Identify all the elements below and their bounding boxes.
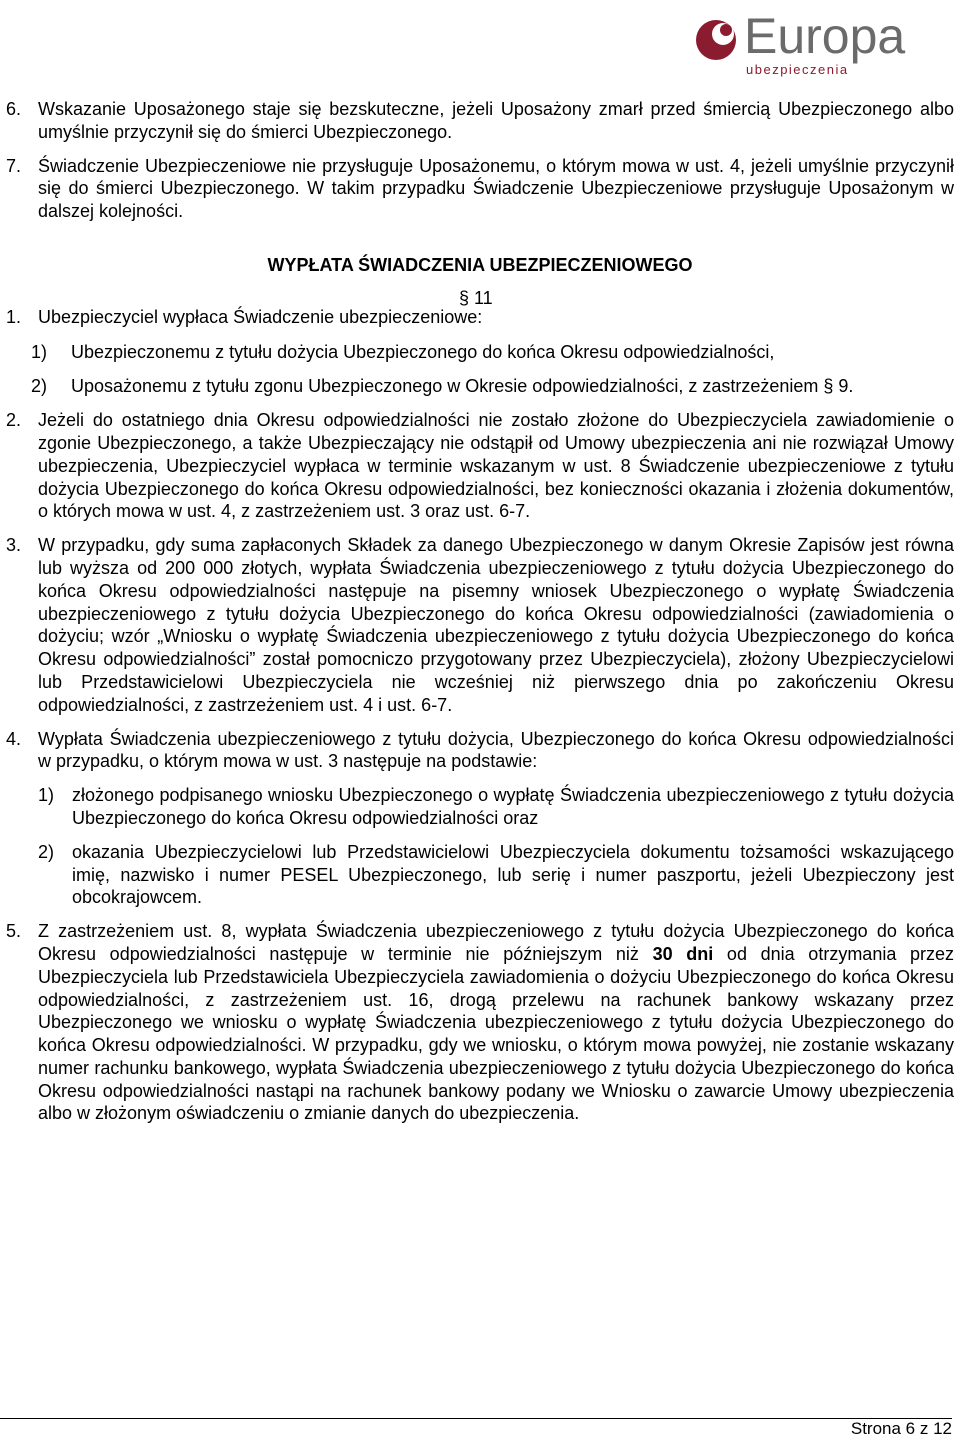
subitem-number: 2)	[38, 841, 55, 862]
logo-mark-icon	[690, 10, 746, 66]
paragraph-number: 1.	[6, 306, 22, 327]
paragraph-bold-term: 30 dni	[652, 943, 714, 964]
paragraph-5	[0, 920, 960, 1125]
document-body	[0, 98, 960, 1125]
subitem-1-2	[0, 375, 960, 398]
paragraph-number: 2.	[6, 410, 22, 431]
paragraph-text: Wskazanie Uposażonego staje się bezskuteczne, jeżeli Uposażony zmarł przed śmiercią Ubezpieczonego albo umyślnie przyczynił się do śmierci Ubezpieczonego.	[38, 99, 954, 142]
paragraph-text: Ubezpieczyciel wypłaca Świadczenie ubezpieczeniowe:	[38, 306, 483, 327]
section-title: WYPŁATA ŚWIADCZENIA UBEZPIECZENIOWEGO	[267, 254, 693, 275]
logo-wordmark: Europa	[744, 8, 906, 64]
paragraph-number: 7.	[6, 155, 22, 176]
paragraph-6	[0, 98, 960, 144]
subitem-number: 1)	[38, 785, 55, 806]
paragraph-number: 6.	[6, 99, 22, 119]
logo-subtitle: ubezpieczenia	[746, 62, 849, 77]
company-logo	[690, 10, 952, 76]
subitem-text: Uposażonemu z tytułu zgonu Ubezpieczonego w Okresie odpowiedzialności, z zastrzeżeniem § 9.	[71, 376, 854, 397]
subitem-text: złożonego podpisanego wniosku Ubezpieczonego o wypłatę Świadczenia ubezpieczeniowego z tytułu dożycia Ubezpieczonego do końca Okresu odpowiedzialności oraz	[72, 785, 954, 828]
paragraph-7	[0, 155, 960, 223]
subitem-1-1	[0, 341, 960, 364]
page-footer	[0, 1418, 952, 1436]
paragraph-text-b: od dnia otrzymania przez Ubezpieczyciela lub Przedstawiciela Ubezpieczyciela zawiadomienia o dożyciu Ubezpieczonego do końca Okresu odpowiedzialności, z zastrzeżeniem ust. 16, drogą przelewu na rachunek bankowy wskazany przez Ubezpieczonego we wniosku o wypłatę Świadczenia ubezpieczeniowego z tytułu dożycia Ubezpieczonego do końca Okresu odpowiedzialności. W przypadku, gdy we wniosku, o którym mowa powyżej, nie zostanie wskazany numer rachunku bankowego, wypłata Świadczenia ubezpieczeniowego z tytułu dożycia Ubezpieczonego do końca Okresu odpowiedzialności nastąpi na rachunek bankowy podany we Wniosku o zawarcie Umowy ubezpieczenia albo w złożonym oświadczeniu o zmianie danych do ubezpieczenia.	[38, 943, 955, 1124]
subitem-4-1	[0, 784, 960, 830]
paragraph-number: 3.	[6, 535, 22, 556]
paragraph-2	[0, 409, 960, 523]
paragraph-3	[0, 534, 960, 716]
paragraph-text: Świadczenie Ubezpieczeniowe nie przysługuje Uposażonemu, o którym mowa w ust. 4, jeżeli umyślnie przyczynił się do śmierci Ubezpieczonego. W takim przypadku Świadczenie Ubezpieczeniowe przysługuje Uposażonym w dalszej kolejności.	[38, 155, 954, 222]
subitem-text: Ubezpieczonemu z tytułu dożycia Ubezpieczonego do końca Okresu odpowiedzialności,	[71, 341, 775, 362]
paragraph-1	[0, 306, 960, 329]
section-paragraph-sign: § 11	[459, 287, 493, 308]
paragraph-4	[0, 728, 960, 774]
subitem-text: okazania Ubezpieczycielowi lub Przedstawicielowi Ubezpieczyciela dokumentu tożsamości wskazującego imię, nazwisko i numer PESEL Ubezpieczonego, lub serię i numer paszportu, jeżeli Ubezpieczony jest obcokrajowcem.	[72, 841, 954, 908]
subitem-4-2	[0, 841, 960, 909]
paragraph-text-a: Z zastrzeżeniem ust. 8, wypłata Świadczenia ubezpieczeniowego z tytułu dożycia Ubezpieczonego do końca Okresu odpowiedzialności następuje w terminie nie późniejszym niż	[38, 921, 954, 964]
paragraph-text: W przypadku, gdy suma zapłaconych Składek za danego Ubezpieczonego w danym Okresie Zapisów jest równa lub wyższa od 200 000 złotych, wypłata Świadczenia ubezpieczeniowego z tytułu dożycia Ubezpieczonego do końca Okresu odpowiedzialności następuje na pisemny wniosek Ubezpieczonego o wypłatę Świadczenia ubezpieczeniowego z tytułu dożycia Ubezpieczonego do końca Okresu odpowiedzialności (zawiadomienia o dożyciu; wzór „Wniosku o wypłatę Świadczenia ubezpieczeniowego z tytułu dożycia Ubezpieczonego do końca Okresu odpowiedzialności” został pomocniczo przygotowany przez Ubezpieczyciela), złożony Ubezpieczycielowi lub Przedstawicielowi Ubezpieczyciela nie wcześniej niż pierwszego dnia po zakończeniu Okresu odpowiedzialności, z zastrzeżeniem ust. 4 i ust. 6-7.	[38, 535, 954, 715]
subitem-number: 1)	[31, 341, 48, 362]
paragraph-number: 4.	[6, 728, 22, 749]
paragraph-text: Jeżeli do ostatniego dnia Okresu odpowiedzialności nie zostało złożone do Ubezpieczyciela zawiadomienie o zgonie Ubezpieczonego, a także Ubezpieczający nie odstąpił od Umowy ubezpieczenia ani nie rozwiązał Umowy ubezpieczenia, Ubezpieczyciel wypłaca w terminie wskazanym w ust. 8 Świadczenie ubezpieczeniowe z tytułu dożycia Ubezpieczonego do końca Okresu odpowiedzialności, bez konieczności okazania i złożenia dokumentów, o których mowa w ust. 4, z zastrzeżeniem ust. 3 oraz ust. 6-7.	[38, 410, 954, 522]
subitem-number: 2)	[31, 376, 48, 397]
paragraph-number: 5.	[6, 921, 22, 942]
paragraph-text: Wypłata Świadczenia ubezpieczeniowego z tytułu dożycia, Ubezpieczonego do końca Okresu odpowiedzialności w przypadku, o którym mowa w ust. 3 następuje na podstawie:	[38, 728, 954, 772]
page-number: Strona 6 z 12	[850, 1419, 952, 1438]
